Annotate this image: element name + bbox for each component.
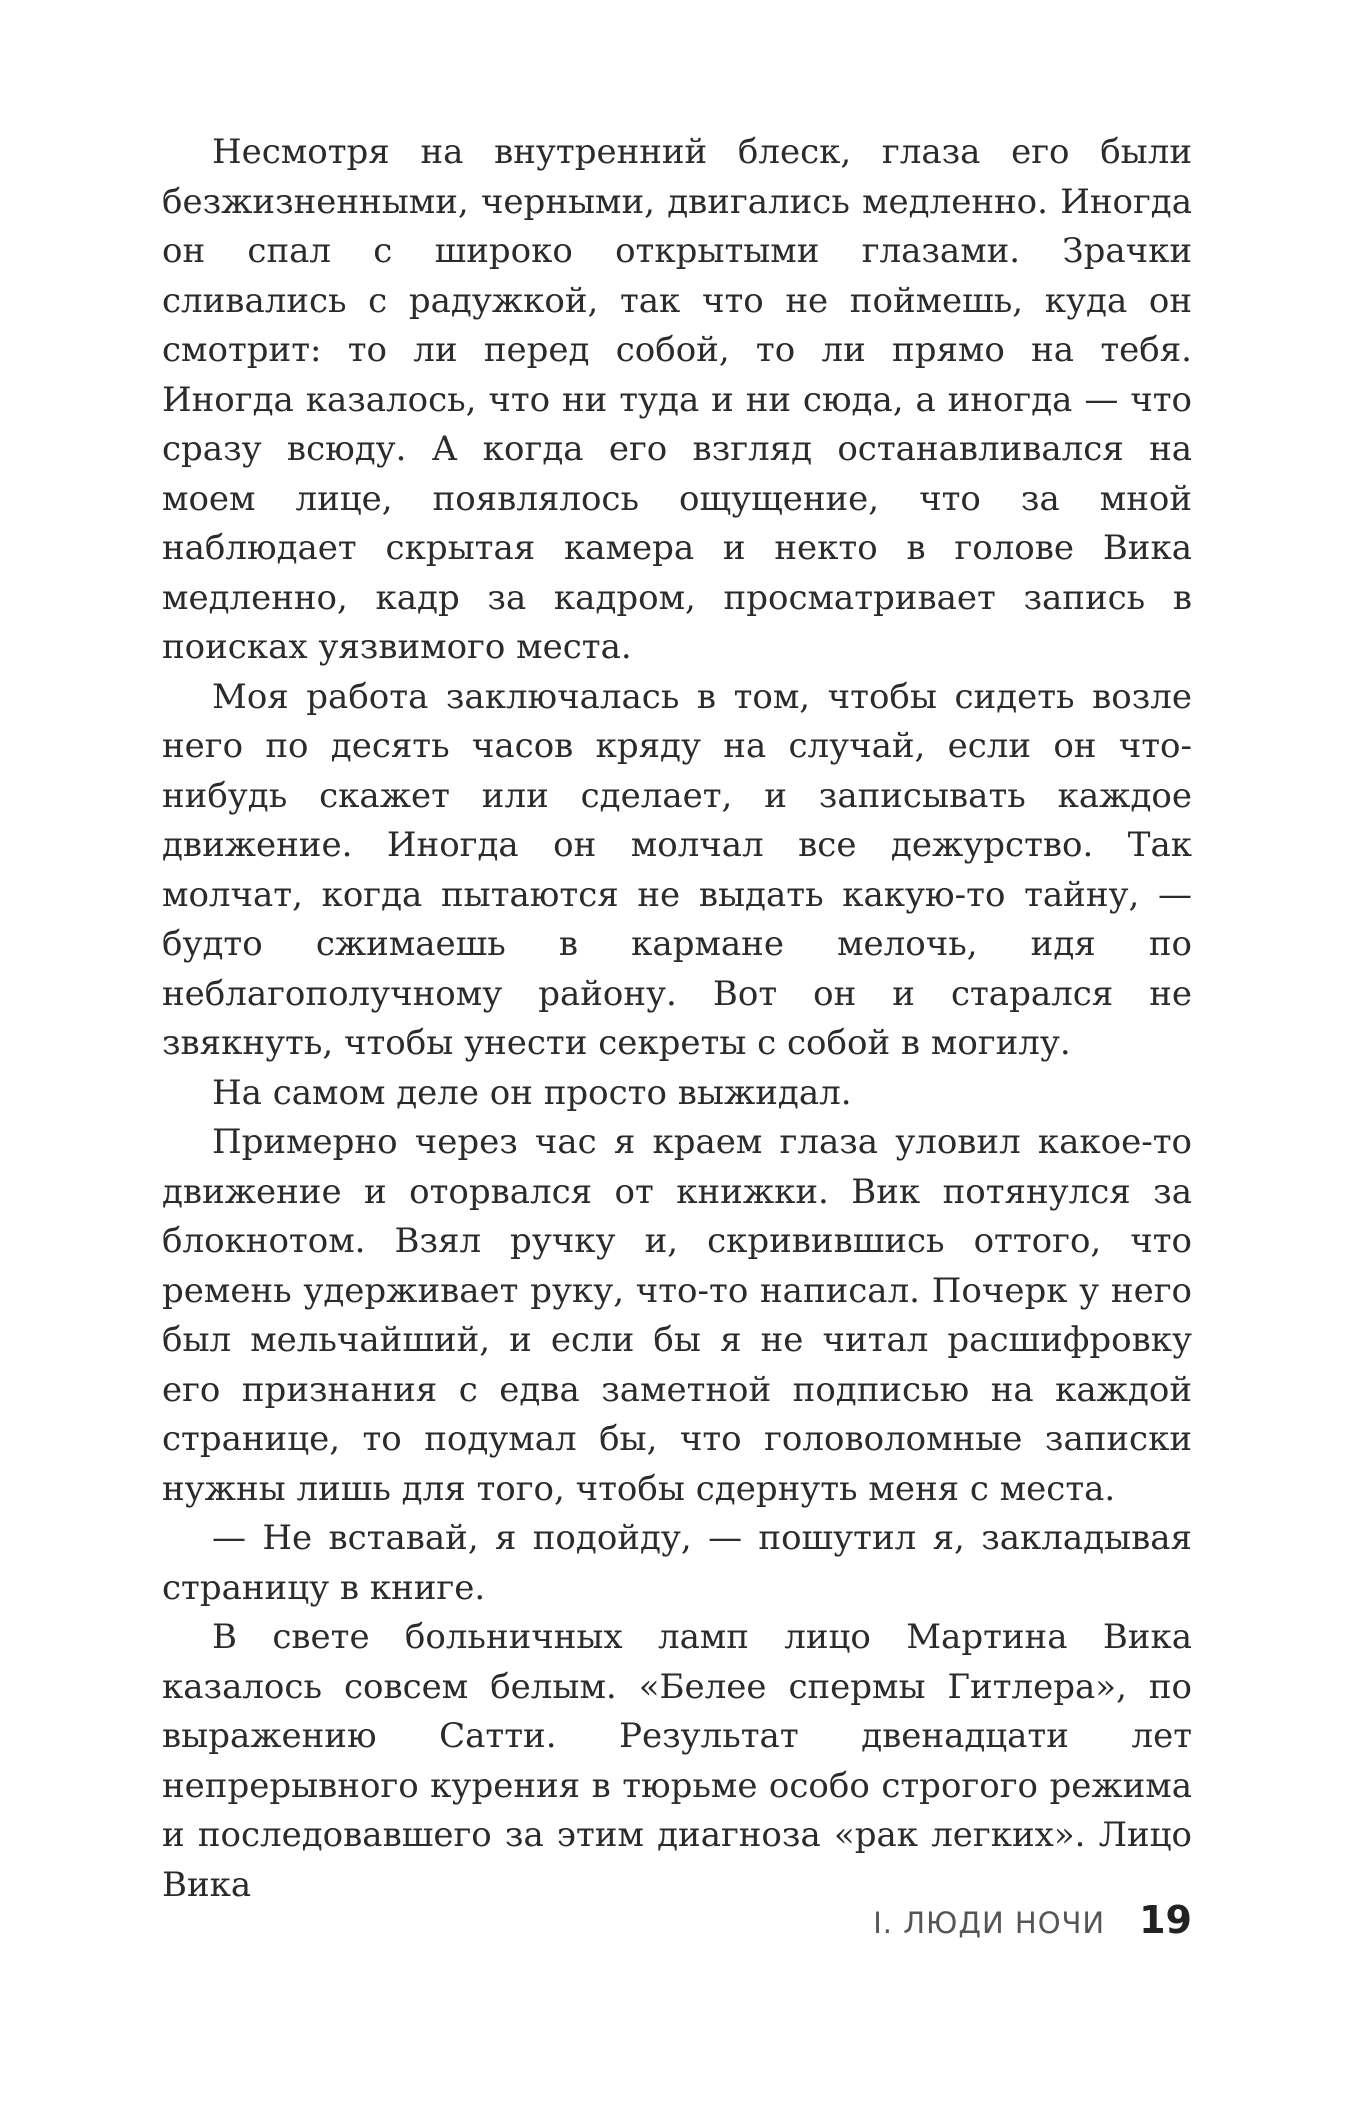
paragraph: Моя работа заключалась в том, чтобы сидеть возле него по десять часов кряду на случай, если он что-нибудь скажет или сделает, и записывать каждое движение. Иногда он молчал все дежурство. Так молчат, когда пытаются не выдать какую-то тайну, — будто сжимаешь в кармане мелочь, идя по неблагополучному району. Вот он и старался не звякнуть, чтобы унести секреты с собой в могилу. bbox=[162, 676, 1192, 1063]
page-footer bbox=[873, 1898, 1192, 1942]
page-number: 19 bbox=[1139, 1898, 1192, 1942]
paragraph: — Не вставай, я подойду, — пошутил я, закладывая страницу в книге. bbox=[162, 1518, 1192, 1608]
paragraph: Несмотря на внутренний блеск, глаза его были безжизненными, черными, двигались медленно. Иногда он спал с широко открытыми глазами. Зрачки сливались с радужкой, так что не поймешь, куда он смотрит: то ли перед собой, то ли прямо на тебя. Иногда казалось, что ни туда и ни сюда, а иногда — что сразу всюду. А когда его взгляд останавливался на моем лице, появлялось ощущение, что за мной наблюдает скрытая камера и некто в голове Вика медленно, кадр за кадром, просматривает запись в поисках уязвимого места. bbox=[162, 132, 1192, 667]
paragraph: В свете больничных ламп лицо Мартина Вика казалось совсем белым. «Белее спермы Гитлера», по выражению Сатти. Результат двенадцати лет непрерывного курения в тюрьме особо строгого режима и последовавшего за этим диагноза «рак легких». Лицо Вика bbox=[162, 1617, 1192, 1905]
body-text bbox=[162, 128, 1192, 1910]
paragraph: Примерно через час я краем глаза уловил какое-то движение и оторвался от книжки. Вик потянулся за блокнотом. Взял ручку и, скривившись оттого, что ремень удерживает руку, что-то написал. Почерк у него был мельчайший, и если бы я не читал расшифровку его признания с едва заметной подписью на каждой странице, то подумал бы, что головоломные записки нужны лишь для того, чтобы сдернуть меня с места. bbox=[162, 1122, 1192, 1509]
paragraph: На самом деле он просто выжидал. bbox=[212, 1072, 852, 1113]
running-title: I. ЛЮДИ НОЧИ bbox=[873, 1906, 1106, 1940]
